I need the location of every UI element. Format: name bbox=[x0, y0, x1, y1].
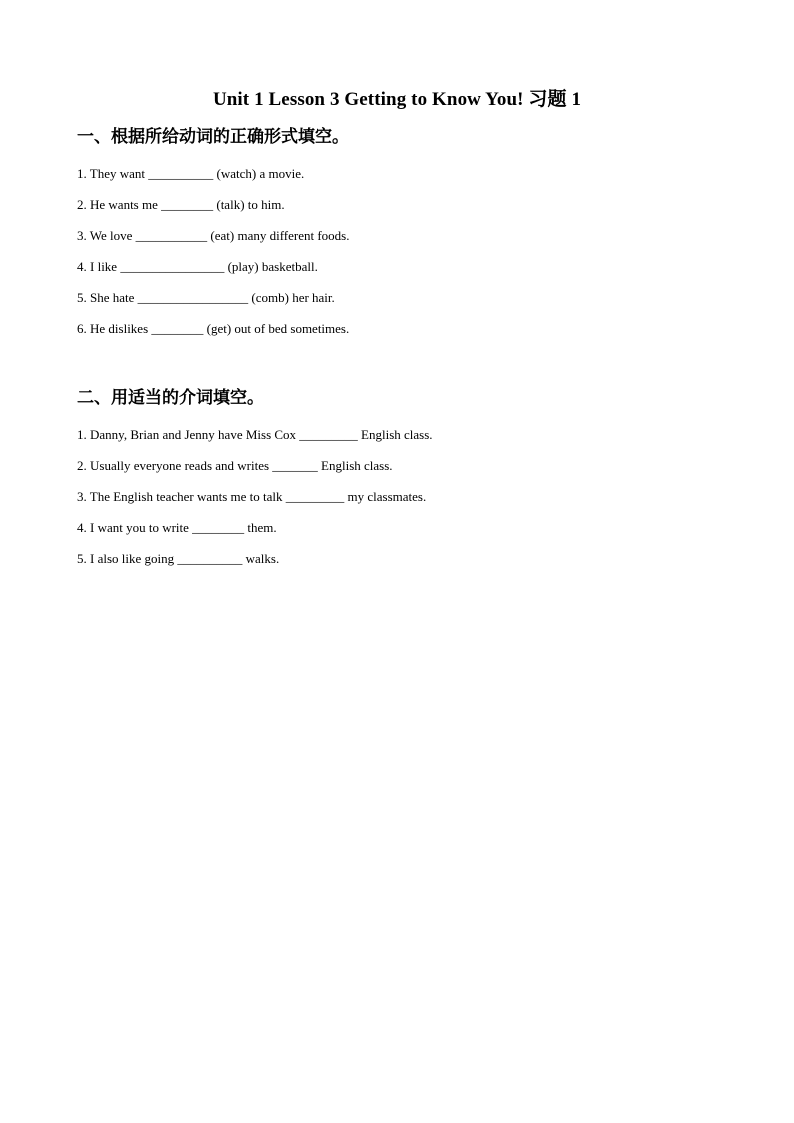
question-item: 3. We love ___________ (eat) many different foods. bbox=[77, 228, 350, 243]
question-item: 5. I also like going __________ walks. bbox=[77, 551, 280, 566]
question-item: 5. She hate _________________ (comb) her hair. bbox=[77, 290, 335, 305]
question-item: 1. Danny, Brian and Jenny have Miss Cox _________ English class. bbox=[77, 427, 433, 442]
question-list bbox=[77, 419, 737, 574]
question-item: 6. He dislikes ________ (get) out of bed sometimes. bbox=[77, 321, 350, 336]
question-item: 3. The English teacher wants me to talk _________ my classmates. bbox=[77, 489, 427, 504]
question-item: 1. They want __________ (watch) a movie. bbox=[77, 166, 305, 181]
question-list bbox=[77, 158, 737, 344]
section-heading: 二、用适当的介词填空。 bbox=[77, 388, 264, 408]
question-item: 2. Usually everyone reads and writes _______ English class. bbox=[77, 458, 393, 473]
question-item: 4. I like ________________ (play) basketball. bbox=[77, 259, 318, 274]
section-prepositions bbox=[77, 385, 737, 574]
section-verb-forms bbox=[77, 124, 737, 344]
question-item: 4. I want you to write ________ them. bbox=[77, 520, 277, 535]
question-item: 2. He wants me ________ (talk) to him. bbox=[77, 197, 285, 212]
page-title: Unit 1 Lesson 3 Getting to Know You! 习题 1 bbox=[212, 89, 582, 110]
section-heading: 一、根据所给动词的正确形式填空。 bbox=[77, 127, 349, 147]
